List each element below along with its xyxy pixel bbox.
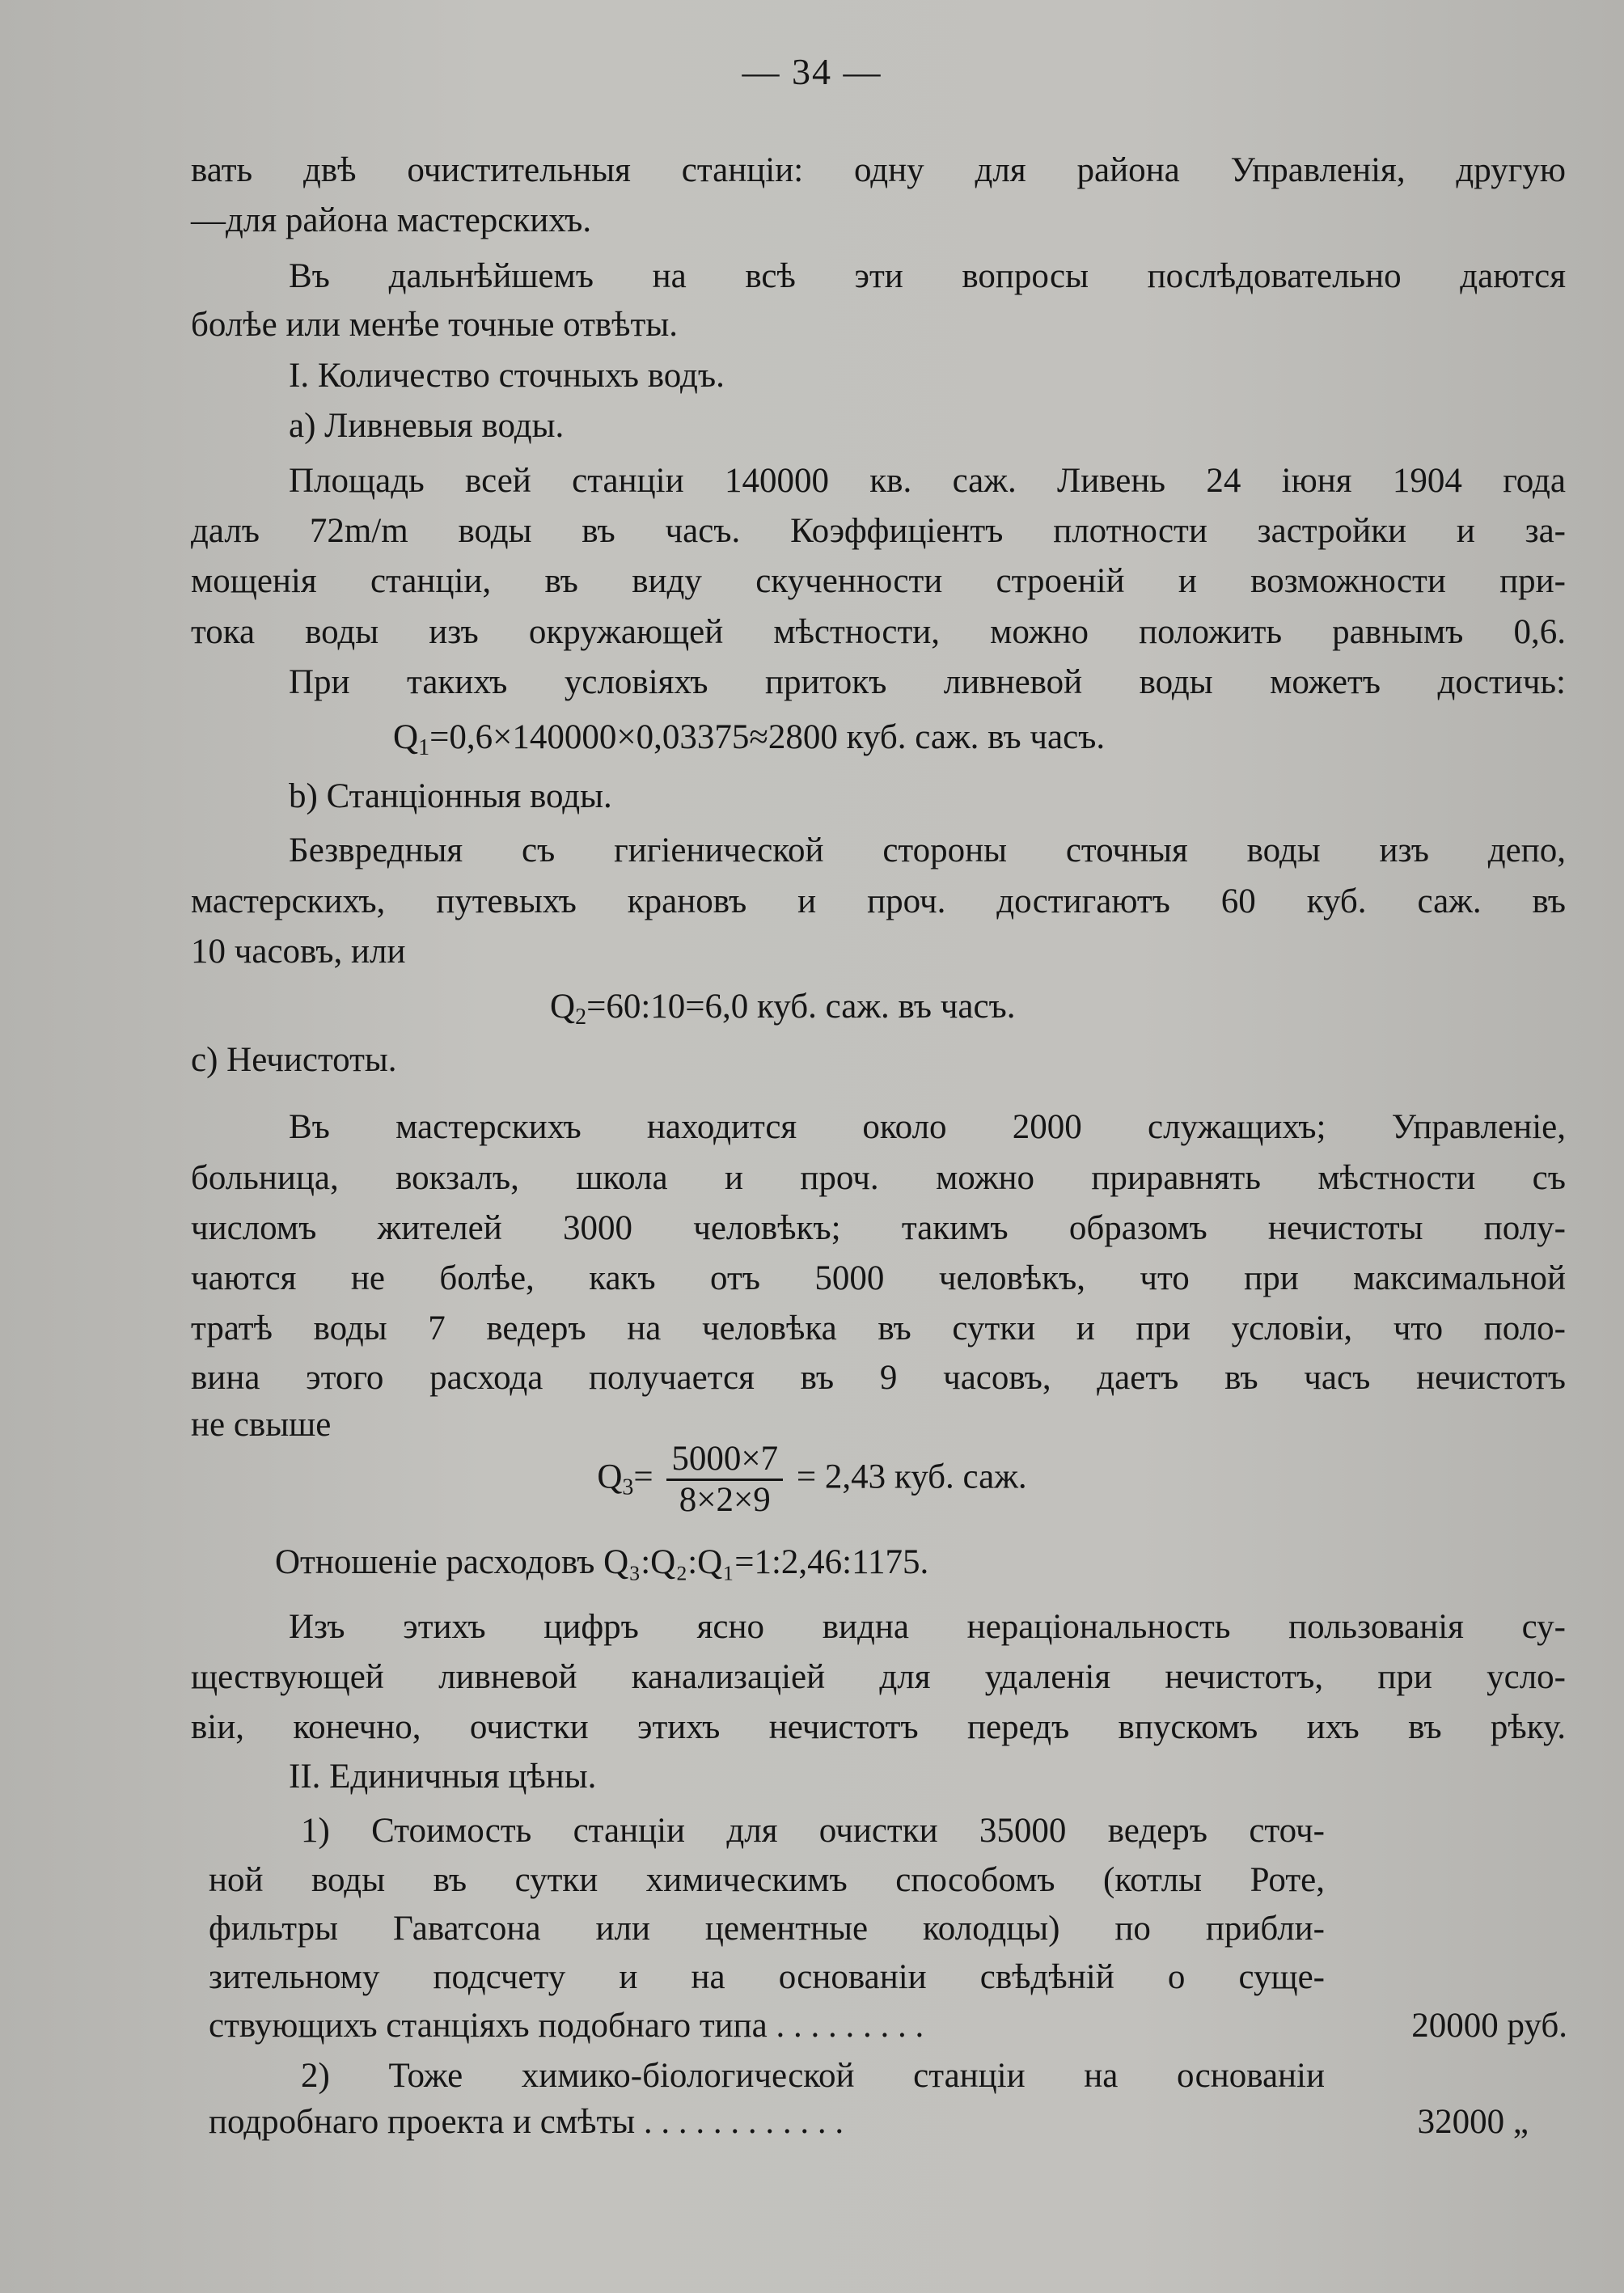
text-line: Въ мастерскихъ находится около 2000 служащихъ; Управленіе, [289,1108,1566,1146]
section-heading: I. Количество сточныхъ водъ. [289,357,725,395]
section-heading: II. Единичныя цѣны. [289,1758,597,1796]
price-item-text: ствующихъ станціяхъ подобнаго типа . . . . . . . . . [209,2007,924,2045]
subsection-heading: b) Станціонныя воды. [289,777,612,815]
text-line: При такихъ условіяхъ притокъ ливневой воды можетъ достичь: [289,663,1566,701]
text-line: Изъ этихъ цифръ ясно видна нераціональность пользованія су- [289,1608,1566,1646]
price-item-text: подробнаго проекта и смѣты . . . . . . . . . . . . [209,2103,844,2141]
price-amount: 20000 руб. [1411,2007,1567,2045]
fraction [666,1440,783,1520]
price-amount: 32000 „ [1417,2103,1529,2141]
page-number: — 34 — [742,51,882,92]
text-line: мощенія станціи, въ виду скученности строеній и возможности при- [191,562,1566,600]
text-line: тока воды изъ окружающей мѣстности, можно положить равнымъ 0,6. [191,613,1566,651]
text-line: Въ дальнѣйшемъ на всѣ эти вопросы послѣдовательно даются [289,257,1566,295]
price-item-text: ной воды въ сутки химическимъ способомъ (котлы Роте, [209,1861,1325,1899]
price-item-text: зительному подсчету и на основаніи свѣдѣній о суще- [209,1958,1325,1996]
text-line: —для района мастерскихъ. [191,201,592,239]
ratio-line: Отношеніе расходовъ Q₃:Q₂:Q₁=1:2,46:1175. [275,1543,929,1581]
text-line: віи, конечно, очистки этихъ нечистотъ передъ впускомъ ихъ въ рѣку. [191,1708,1566,1746]
price-item-text: 2) Тоже химико-біологической станціи на основаніи [301,2057,1325,2095]
text-line: вать двѣ очистительныя станціи: одну для района Управленія, другую [191,151,1566,189]
text-line: болѣе или менѣе точные отвѣты. [191,306,678,344]
text-line: 10 часовъ, или [191,933,406,971]
text-line: не свыше [191,1406,332,1444]
price-item-text: 1) Стоимость станціи для очистки 35000 ведеръ сточ- [301,1812,1325,1850]
fraction-denominator: 8×2×9 [679,1481,771,1519]
price-item-text: фильтры Гаватсона или цементные колодцы) по прибли- [209,1910,1325,1948]
equation-q2: $Q_2=60:10=6,0$ куб. саж. въ часъ. [550,988,1016,1030]
text-line: тратѣ воды 7 ведеръ на человѣка въ сутки и при условіи, что поло- [191,1309,1566,1347]
text-line: числомъ жителей 3000 человѣкъ; такимъ образомъ нечистоты полу- [191,1209,1566,1247]
text-line: Площадь всей станціи 140000 кв. саж. Ливень 24 іюня 1904 года [289,462,1566,500]
text-line: мастерскихъ, путевыхъ крановъ и проч. достигаютъ 60 куб. саж. въ [191,882,1566,920]
subsection-heading: a) Ливневыя воды. [289,407,565,445]
text-line: ществующей ливневой канализаціей для удаленія нечистотъ, при усло- [191,1658,1566,1696]
equation-q1: $Q_1=0,6\times 140000\times 0,03375\approx 2800$ куб. саж. въ часъ. [393,718,1106,760]
text-line: Безвредныя съ гигіенической стороны сточныя воды изъ депо, [289,831,1566,869]
fraction-numerator: 5000×7 [666,1440,783,1481]
text-line: больница, вокзалъ, школа и проч. можно приравнять мѣстности съ [191,1159,1566,1197]
text-line: вина этого расхода получается въ 9 часовъ, даетъ въ часъ нечистотъ [191,1359,1566,1397]
subsection-heading: c) Нечистоты. [191,1041,397,1079]
text-line: далъ 72m/m воды въ часъ. Коэффиціентъ плотности застройки и за- [191,512,1566,550]
text-line: чаются не болѣе, какъ отъ 5000 человѣкъ, что при максимальной [191,1259,1566,1297]
equation-q3: $Q_3=$ $\frac{5000\times 7}{8\times 2\times 9}$ = 2,43 куб. саж. [597,1440,1027,1519]
